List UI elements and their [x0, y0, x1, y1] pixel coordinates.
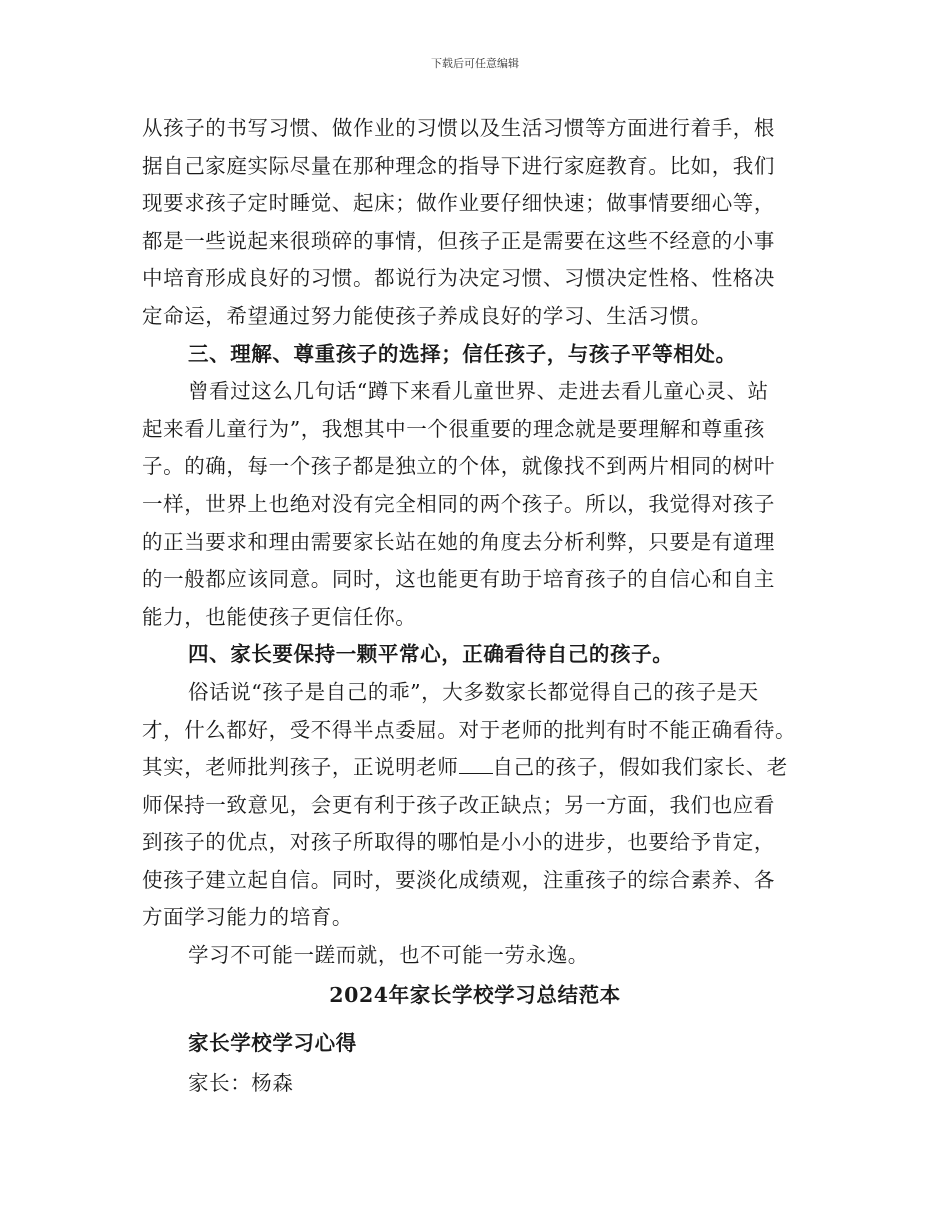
sub-heading: 家长学校学习心得 [188, 1031, 357, 1055]
text-line: 学习不可能一蹉而就，也不可能一劳永逸。 [188, 943, 589, 968]
text-line: 起来看儿童行为”，我想其中一个很重要的理念就是要理解和尊重孩 [142, 416, 765, 441]
text-line-with-blank [142, 749, 812, 787]
text-line: 俗话说“孩子是自己的乖”，大多数家长都觉得自己的孩子是天 [188, 679, 759, 704]
text-fragment: 自己的孩子，假如我们家长、老 [492, 755, 788, 780]
document-title: 2024年家长学校学习总结范本 [329, 983, 621, 1007]
text-line: 现要求孩子定时睡觉、起床；做作业要仔细快速；做事情要细心等， [142, 191, 775, 216]
text-line: 从孩子的书写习惯、做作业的习惯以及生活习惯等方面进行着手，根 [142, 116, 775, 140]
author-line: 家长：杨森 [188, 1071, 294, 1095]
text-line: 中培育形成良好的习惯。都说行为决定习惯、习惯决定性格、性格决 [142, 266, 775, 291]
section-heading-3: 三、理解、尊重孩子的选择；信任孩子，与孩子平等相处。 [188, 341, 737, 366]
page-header-note: 下载后可任意编辑 [431, 57, 519, 70]
text-line: 的正当要求和理由需要家长站在她的角度去分析利弊，只要是有道理 [142, 529, 775, 554]
text-line: 使孩子建立起自信。同时，要淡化成绩观，注重孩子的综合素养、各 [142, 867, 775, 892]
text-fragment: 其实，老师批判孩子，正说明老师 [142, 755, 459, 780]
text-line: 一样，世界上也绝对没有完全相同的两个孩子。所以，我觉得对孩子 [142, 491, 775, 516]
text-line: 能力，也能使孩子更信任你。 [142, 604, 417, 629]
text-line: 都是一些说起来很琐碎的事情，但孩子正是需要在这些不经意的小事 [142, 228, 775, 253]
text-line: 到孩子的优点，对孩子所取得的哪怕是小小的进步，也要给予肯定， [142, 830, 775, 855]
text-line: 的一般都应该同意。同时，这也能更有助于培育孩子的自信心和自主 [142, 567, 775, 592]
text-line: 子。的确，每一个孩子都是独立的个体，就像找不到两片相同的树叶 [142, 454, 775, 479]
text-line: 曾看过这么几句话“蹲下来看儿童世界、走进去看儿童心灵、站 [188, 379, 769, 404]
fill-in-blank [459, 755, 493, 774]
section-heading-4: 四、家长要保持一颗平常心，正确看待自己的孩子。 [188, 642, 674, 667]
text-line: 据自己家庭实际尽量在那种理念的指导下进行家庭教育。比如，我们 [142, 153, 775, 178]
text-line: 定命运，希望通过努力能使孩子养成良好的学习、生活习惯。 [142, 303, 712, 328]
document-body [142, 110, 812, 975]
text-line: 方面学习能力的培育。 [142, 905, 353, 930]
text-line: 才，什么都好，受不得半点委屈。对于老师的批判有时不能正确看待。 [142, 717, 797, 742]
text-line: 师保持一致意见，会更有利于孩子改正缺点；另一方面，我们也应看 [142, 792, 775, 817]
